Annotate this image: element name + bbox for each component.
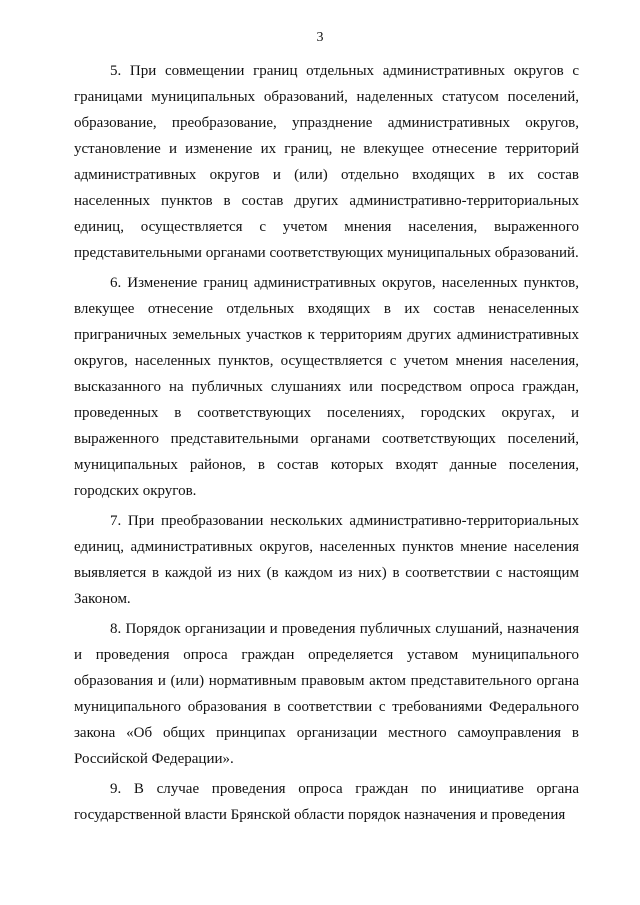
document-body [74,58,579,832]
paragraph-9: 9. В случае проведения опроса граждан по инициативе органа государственной власти Брянской области порядок назначения и проведения [74,781,579,823]
paragraph-5: 5. При совмещении границ отдельных административных округов с границами муниципальных образований, наделенных статусом поселений, образование, преобразование, упразднение административных округов, установление и изменение их границ, не влекущее отнесение территорий административных округов и (или) отдельно входящих в их состав населенных пунктов в состав других административно-территориальных единиц, осуществляется с учетом мнения населения, выраженного представительными органами соответствующих муниципальных образований. [74,63,579,261]
page-number: 3 [316,30,324,45]
paragraph-8: 8. Порядок организации и проведения публичных слушаний, назначения и проведения опроса граждан определяется уставом муниципального образования и (или) нормативным правовым актом представительного органа муниципального образования в соответствии с требованиями Федерального закона «Об общих принципах организации местного самоуправления в Российской Федерации». [74,621,579,767]
paragraph-7: 7. При преобразовании нескольких административно-территориальных единиц, административных округов, населенных пунктов мнение населения выявляется в каждой из них (в каждом из них) в соответствии с настоящим Законом. [74,513,579,607]
paragraph-6: 6. Изменение границ административных округов, населенных пунктов, влекущее отнесение отдельных входящих в их состав ненаселенных приграничных земельных участков к территориям других административных округов, населенных пунктов, осуществляется с учетом мнения населения, высказанного на публичных слушаниях или посредством опроса граждан, проведенных в соответствующих поселениях, городских округах, и выраженного представительными органами соответствующих поселений, муниципальных районов, в состав которых входят данные поселения, городских округов. [74,275,579,499]
